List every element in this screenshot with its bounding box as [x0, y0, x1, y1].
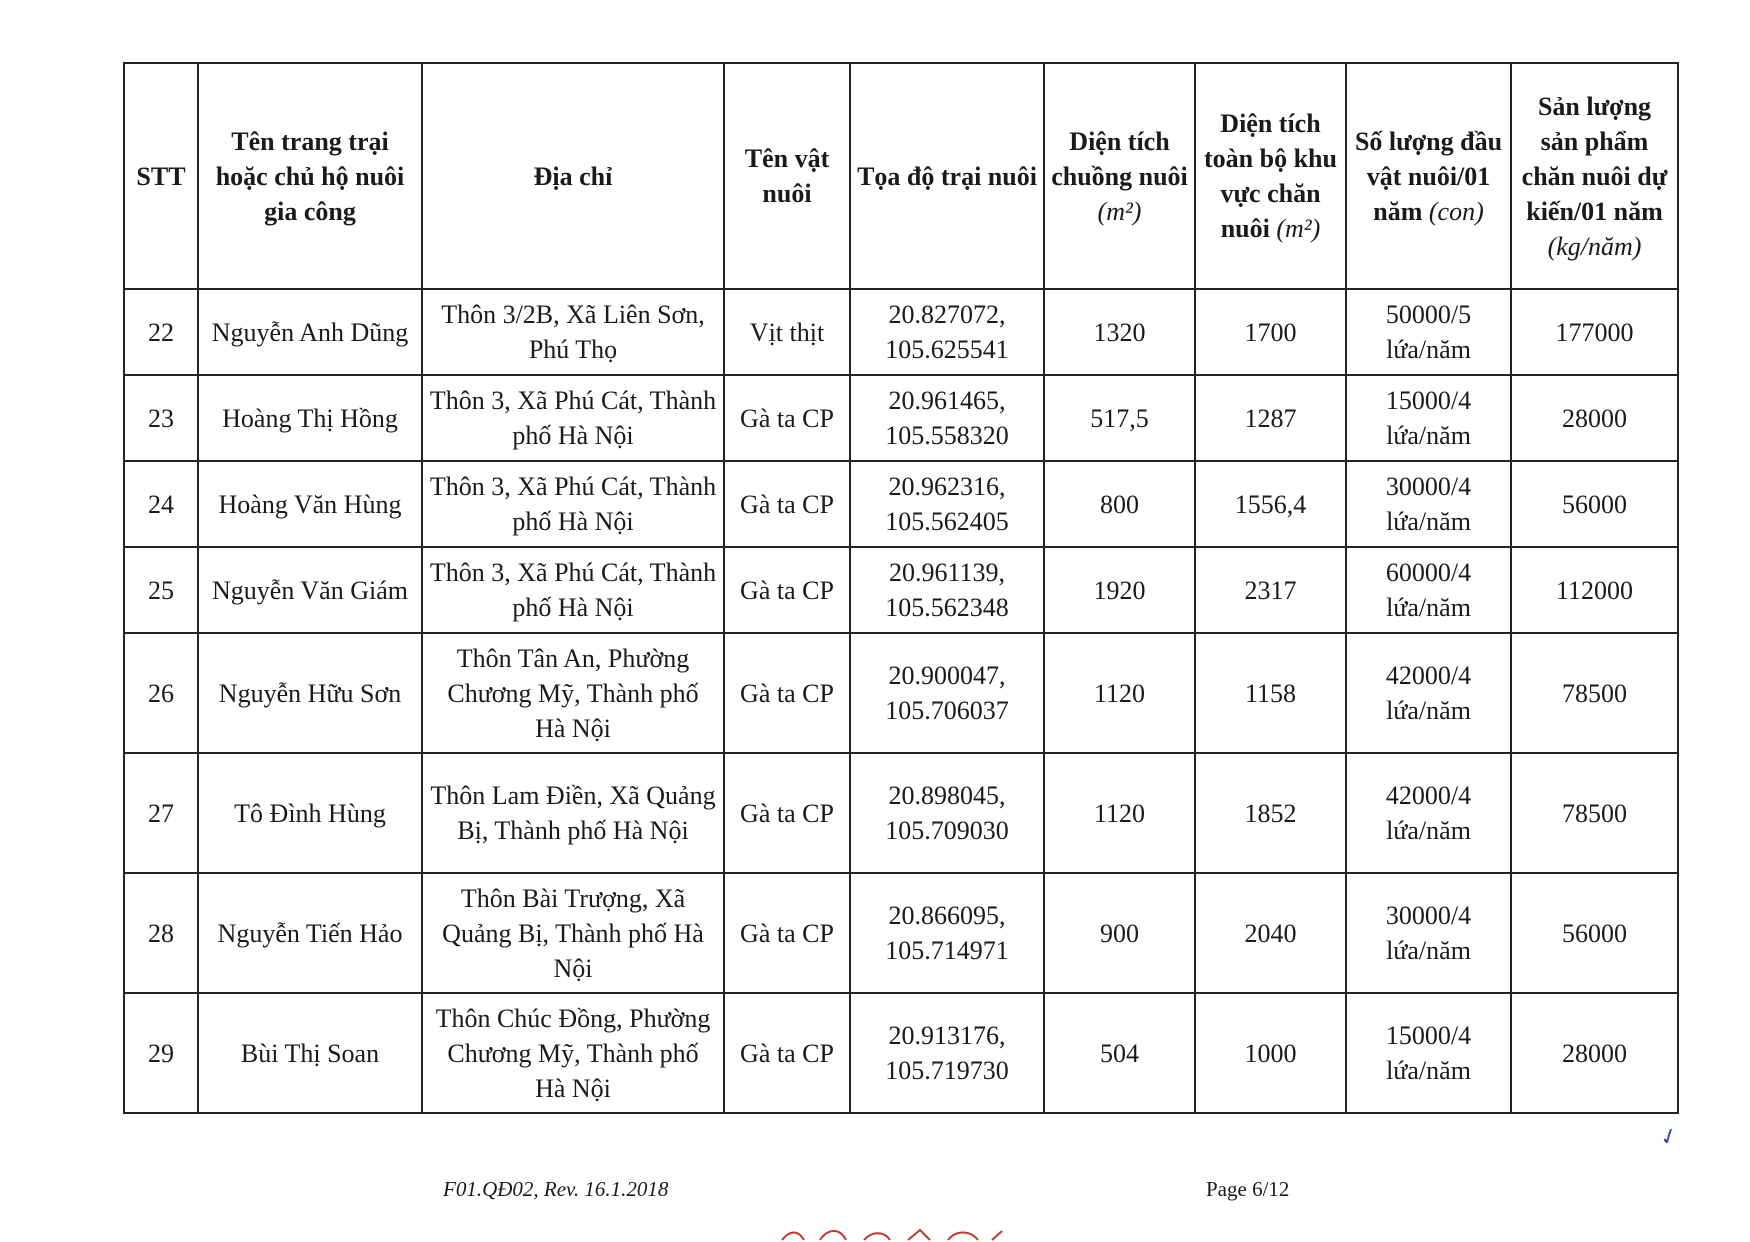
cell-total-area: 1158	[1195, 633, 1346, 753]
cell-barn-area: 504	[1044, 993, 1195, 1113]
cell-stt: 26	[124, 633, 198, 753]
table-row	[124, 753, 1678, 873]
cell-barn-area: 800	[1044, 461, 1195, 547]
cell-head-count: 60000/4 lứa/năm	[1346, 547, 1511, 633]
cell-address: Thôn Bài Trượng, Xã Quảng Bị, Thành phố Hà Nội	[422, 873, 724, 993]
header-barn-area: Diện tích chuồng nuôi (m²)	[1044, 63, 1195, 289]
cell-output: 28000	[1511, 993, 1678, 1113]
form-code: F01.QĐ02, Rev. 16.1.2018	[443, 1177, 669, 1201]
cell-coords: 20.913176, 105.719730	[850, 993, 1044, 1113]
header-name: Tên trang trại hoặc chủ hộ nuôi gia công	[198, 63, 422, 289]
cell-total-area: 1556,4	[1195, 461, 1346, 547]
cell-name: Hoàng Thị Hồng	[198, 375, 422, 461]
cell-total-area: 2040	[1195, 873, 1346, 993]
cell-coords: 20.827072, 105.625541	[850, 289, 1044, 375]
cell-address: Thôn 3, Xã Phú Cát, Thành phố Hà Nội	[422, 461, 724, 547]
cell-stt: 23	[124, 375, 198, 461]
cell-output: 177000	[1511, 289, 1678, 375]
cell-stt: 22	[124, 289, 198, 375]
cell-barn-area: 1120	[1044, 753, 1195, 873]
pen-tick-mark: ✓	[1656, 1122, 1683, 1153]
cell-output: 78500	[1511, 633, 1678, 753]
header-animal: Tên vật nuôi	[724, 63, 850, 289]
cell-total-area: 1700	[1195, 289, 1346, 375]
cell-name: Nguyễn Tiến Hảo	[198, 873, 422, 993]
page-number: Page 6/12	[1206, 1177, 1290, 1201]
cell-name: Nguyễn Anh Dũng	[198, 289, 422, 375]
cell-output: 56000	[1511, 461, 1678, 547]
cell-animal: Gà ta CP	[724, 993, 850, 1113]
cell-output: 112000	[1511, 547, 1678, 633]
cell-animal: Vịt thịt	[724, 289, 850, 375]
cell-stt: 25	[124, 547, 198, 633]
table-row	[124, 289, 1678, 375]
table-row	[124, 993, 1678, 1113]
table-header-row	[124, 63, 1678, 289]
cell-stt: 27	[124, 753, 198, 873]
cell-address: Thôn Lam Điền, Xã Quảng Bị, Thành phố Hà Nội	[422, 753, 724, 873]
cell-output: 78500	[1511, 753, 1678, 873]
cell-coords: 20.962316, 105.562405	[850, 461, 1044, 547]
cell-head-count: 42000/4 lứa/năm	[1346, 753, 1511, 873]
cell-address: Thôn 3, Xã Phú Cát, Thành phố Hà Nội	[422, 547, 724, 633]
cell-coords: 20.900047, 105.706037	[850, 633, 1044, 753]
cell-total-area: 2317	[1195, 547, 1346, 633]
cell-name: Bùi Thị Soan	[198, 993, 422, 1113]
cell-output: 56000	[1511, 873, 1678, 993]
cell-barn-area: 517,5	[1044, 375, 1195, 461]
cell-animal: Gà ta CP	[724, 461, 850, 547]
cell-coords: 20.898045, 105.709030	[850, 753, 1044, 873]
cell-head-count: 50000/5 lứa/năm	[1346, 289, 1511, 375]
cell-barn-area: 1320	[1044, 289, 1195, 375]
cell-barn-area: 1920	[1044, 547, 1195, 633]
cell-address: Thôn Chúc Đồng, Phường Chương Mỹ, Thành phố Hà Nội	[422, 993, 724, 1113]
cell-coords: 20.866095, 105.714971	[850, 873, 1044, 993]
cell-head-count: 15000/4 lứa/năm	[1346, 375, 1511, 461]
cell-stt: 29	[124, 993, 198, 1113]
cell-head-count: 30000/4 lứa/năm	[1346, 461, 1511, 547]
cell-output: 28000	[1511, 375, 1678, 461]
cell-stt: 24	[124, 461, 198, 547]
table-row	[124, 633, 1678, 753]
header-coords: Tọa độ trại nuôi	[850, 63, 1044, 289]
header-stt: STT	[124, 63, 198, 289]
cell-animal: Gà ta CP	[724, 547, 850, 633]
cell-stt: 28	[124, 873, 198, 993]
farm-table	[123, 62, 1679, 1114]
cell-animal: Gà ta CP	[724, 753, 850, 873]
cell-name: Hoàng Văn Hùng	[198, 461, 422, 547]
header-total-area: Diện tích toàn bộ khu vực chăn nuôi (m²)	[1195, 63, 1346, 289]
cell-total-area: 1000	[1195, 993, 1346, 1113]
header-output: Sản lượng sản phẩm chăn nuôi dự kiến/01 năm (kg/năm)	[1511, 63, 1678, 289]
cell-address: Thôn Tân An, Phường Chương Mỹ, Thành phố Hà Nội	[422, 633, 724, 753]
cell-animal: Gà ta CP	[724, 633, 850, 753]
cell-coords: 20.961139, 105.562348	[850, 547, 1044, 633]
table-row	[124, 375, 1678, 461]
cell-total-area: 1852	[1195, 753, 1346, 873]
header-address: Địa chỉ	[422, 63, 724, 289]
cell-head-count: 30000/4 lứa/năm	[1346, 873, 1511, 993]
table-row	[124, 461, 1678, 547]
table-row	[124, 547, 1678, 633]
table-row	[124, 873, 1678, 993]
cell-name: Nguyễn Văn Giám	[198, 547, 422, 633]
cell-address: Thôn 3, Xã Phú Cát, Thành phố Hà Nội	[422, 375, 724, 461]
cell-animal: Gà ta CP	[724, 375, 850, 461]
header-head-count: Số lượng đầu vật nuôi/01 năm (con)	[1346, 63, 1511, 289]
cell-name: Tô Đình Hùng	[198, 753, 422, 873]
cell-head-count: 42000/4 lứa/năm	[1346, 633, 1511, 753]
cell-coords: 20.961465, 105.558320	[850, 375, 1044, 461]
cell-head-count: 15000/4 lứa/năm	[1346, 993, 1511, 1113]
cell-barn-area: 900	[1044, 873, 1195, 993]
cell-animal: Gà ta CP	[724, 873, 850, 993]
cell-name: Nguyễn Hữu Sơn	[198, 633, 422, 753]
cell-barn-area: 1120	[1044, 633, 1195, 753]
cell-address: Thôn 3/2B, Xã Liên Sơn, Phú Thọ	[422, 289, 724, 375]
cell-total-area: 1287	[1195, 375, 1346, 461]
